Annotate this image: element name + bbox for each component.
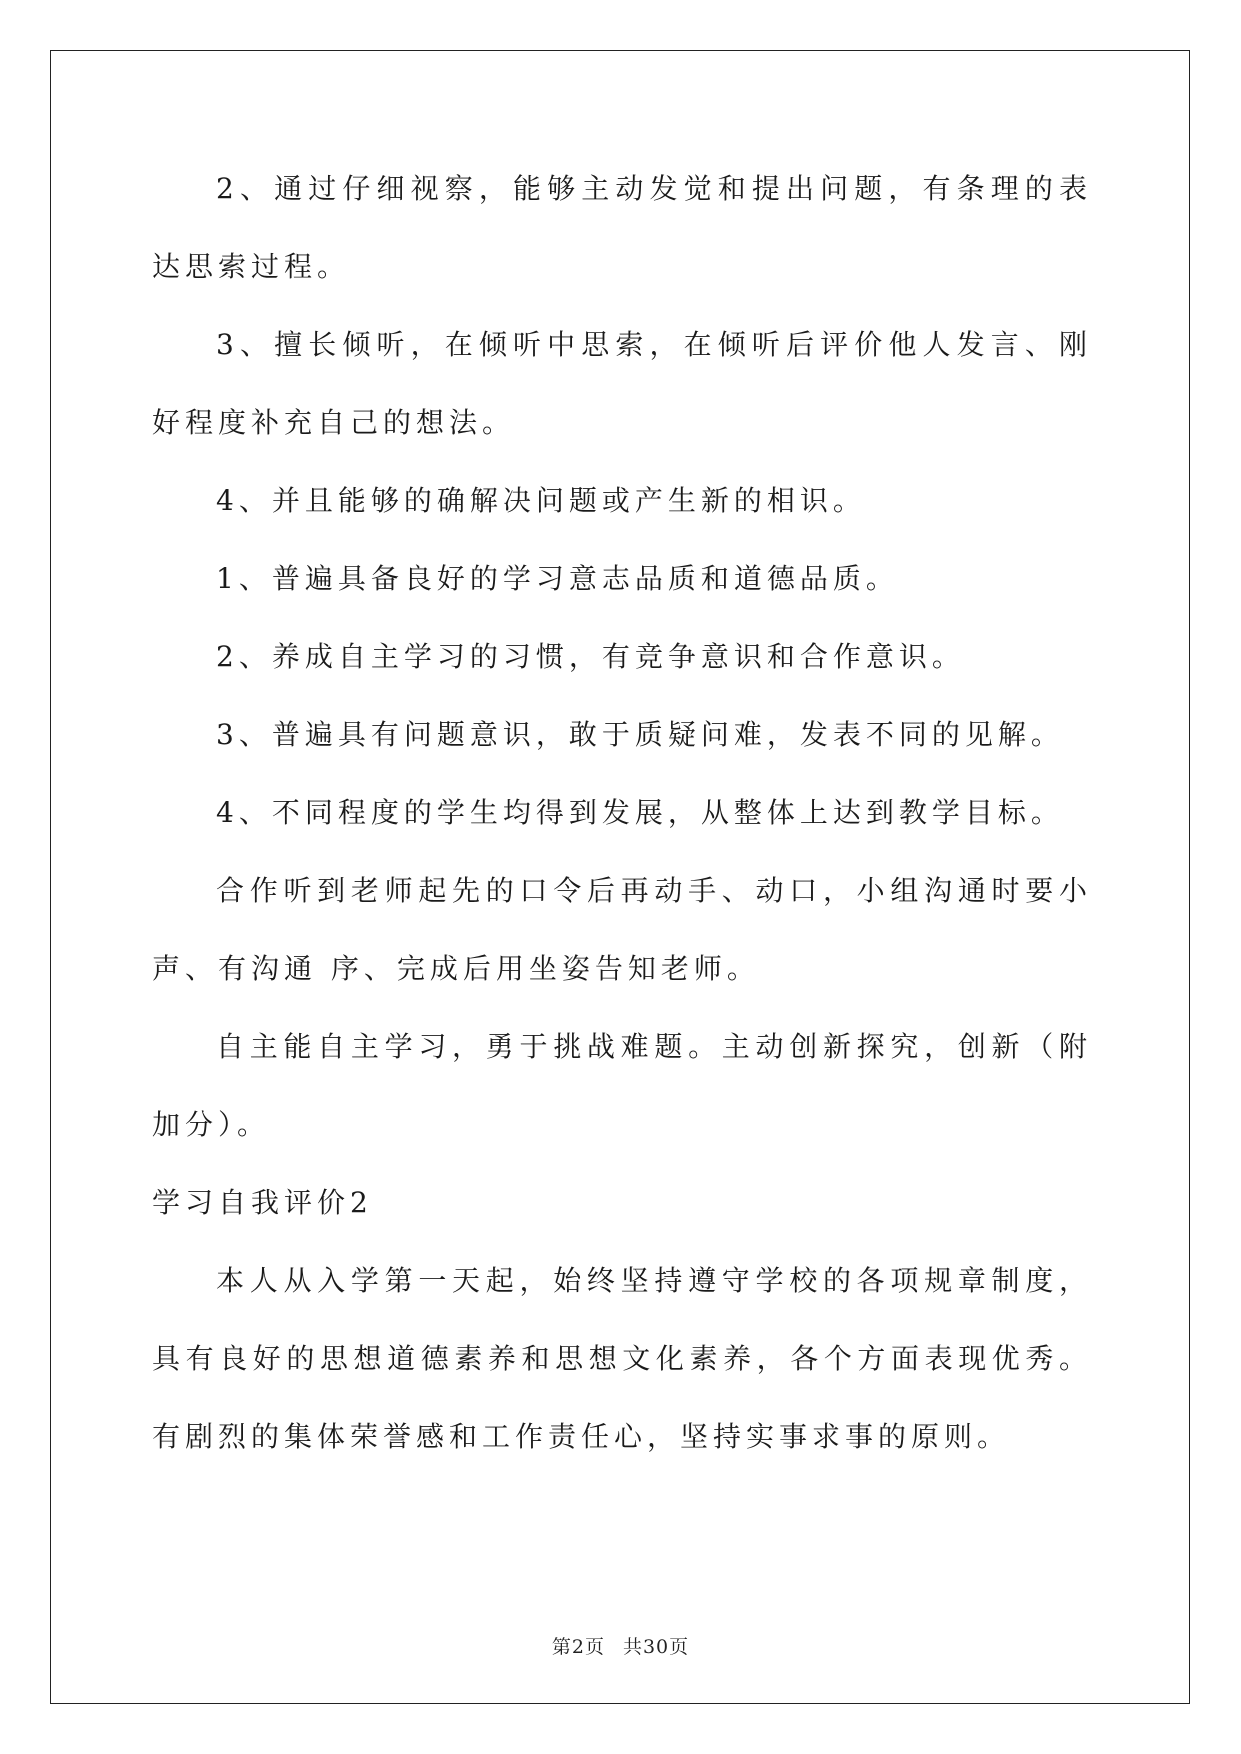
- paragraph-listen: 3、擅长倾听，在倾听中思索，在倾听后评价他人发言、刚好程度补充自己的想法。: [152, 328, 1092, 439]
- paragraph-autonomy: 自主能自主学习，勇于挑战难题。主动创新探究，创新（附加分）。: [152, 1030, 1092, 1141]
- paragraph-self-evaluation: 本人从入学第一天起，始终坚持遵守学校的各项规章制度，具有良好的思想道德素养和思想文化素养，各个方面表现优秀。有剧烈的集体荣誉感和工作责任心，坚持实事求事的原则。: [152, 1264, 1092, 1453]
- paragraph-solve: 4、并且能够的确解决问题或产生新的相识。: [216, 484, 866, 517]
- page-number: 第2页: [551, 1636, 605, 1658]
- paragraph-quality: 1、普遍具备良好的学习意志品质和道德品质。: [216, 562, 899, 595]
- paragraph-question: 3、普遍具有问题意识，敢于质疑问难，发表不同的见解。: [216, 718, 1064, 751]
- paragraph-cooperation: 合作听到老师起先的口令后再动手、动口，小组沟通时要小声、有沟通 序、完成后用坐姿告知老师。: [152, 874, 1092, 985]
- document-body: [152, 150, 1092, 1476]
- paragraph-development: 4、不同程度的学生均得到发展，从整体上达到教学目标。: [216, 796, 1064, 829]
- page-total: 共30页: [622, 1636, 690, 1658]
- section-heading: 学习自我评价2: [152, 1186, 373, 1219]
- page-footer: [0, 1632, 1241, 1659]
- paragraph-habit: 2、养成自主学习的习惯，有竞争意识和合作意识。: [216, 640, 965, 673]
- paragraph-observe: 2、通过仔细视察，能够主动发觉和提出问题，有条理的表达思索过程。: [152, 172, 1092, 283]
